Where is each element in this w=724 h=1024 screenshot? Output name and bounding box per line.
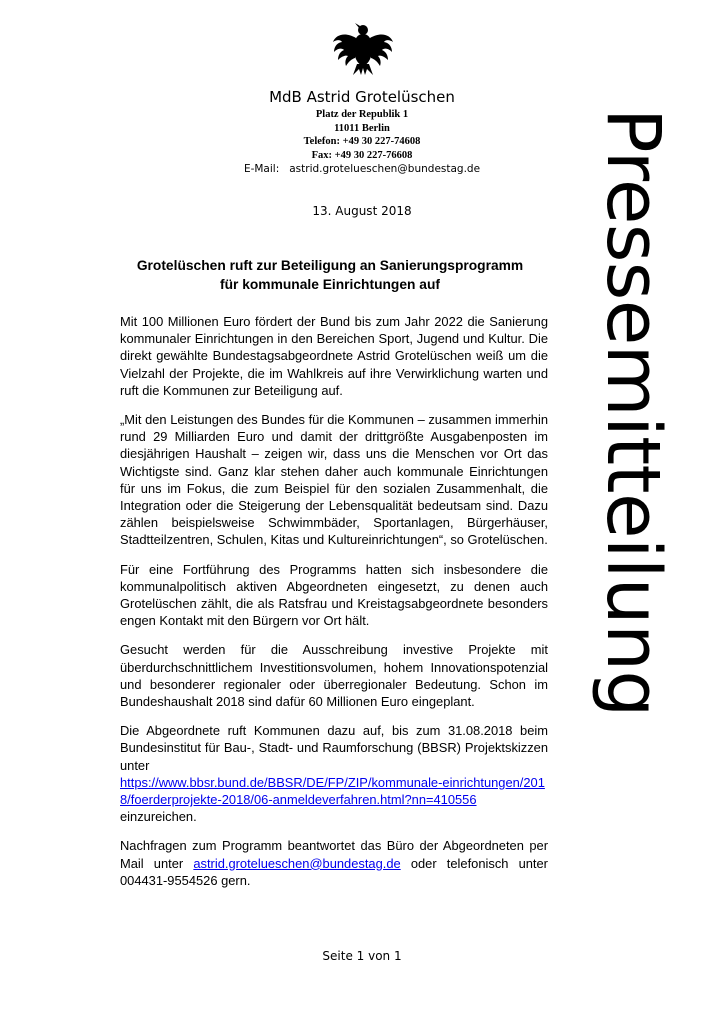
bbsr-link[interactable]: https://www.bbsr.bund.de/BBSR/DE/FP/ZIP/kommunale-einrichtungen/2018/foerderprojekte-2018/06-anmeldeverfahren.html?nn=410556 xyxy=(120,774,545,808)
sender-city: 11011 Berlin xyxy=(334,122,390,134)
press-release-headline xyxy=(110,256,550,294)
paragraph-6-text: Nachfragen zum Programm beantwortet das Büro der Abgeordneten per Mail unter xyxy=(120,838,548,871)
paragraph-5-text: Die Abgeordnete ruft Kommunen dazu auf, bis zum 31.08.2018 beim Bundesinstitut für Bau-, Stadt- und Raumforschung (BBSR) Projektskizzen unter xyxy=(120,723,548,773)
body-paragraph-4: Gesucht werden für die Ausschreibung investive Projekte mit überdurchschnittlichem Investitionsvolumen, hohem Innovationspotenzial und besonderer regionaler oder überregionaler Bedeutung. Schon im Bundeshaushalt 2018 sind dafür 60 Millionen Euro eingeplant. xyxy=(120,642,548,710)
sender-email-line xyxy=(180,162,544,176)
sender-fax: Fax: +49 30 227-76608 xyxy=(311,149,413,161)
body-paragraph-5 xyxy=(120,722,548,825)
paragraph-6-tail: oder telefonisch unter 004431-9554526 gern. xyxy=(120,855,548,888)
federal-eagle-logo xyxy=(332,20,394,76)
contact-email-link[interactable]: astrid.grotelueschen@bundestag.de xyxy=(193,855,401,871)
press-release-body xyxy=(120,313,548,901)
headline-line-2: für kommunale Einrichtungen auf xyxy=(219,277,440,292)
sender-name: MdB Astrid Grotelüschen xyxy=(269,88,455,106)
sender-street: Platz der Republik 1 xyxy=(315,109,409,120)
release-date: 13. August 2018 xyxy=(312,204,412,218)
sender-phone: Telefon: +49 30 227-74608 xyxy=(303,136,421,148)
sender-email-label: E-Mail: xyxy=(243,163,280,176)
paragraph-5-tail: einzureichen. xyxy=(120,809,197,825)
headline-line-1: Grotelüschen ruft zur Beteiligung an Sanierungsprogramm xyxy=(136,258,524,273)
sender-email: astrid.grotelueschen@bundestag.de xyxy=(289,163,481,176)
pressemitteilung-side-title: Pressemitteilung xyxy=(590,108,676,717)
body-paragraph-1: Mit 100 Millionen Euro fördert der Bund bis zum Jahr 2022 die Sanierung kommunaler Einrichtungen in den Bereichen Sport, Jugend und Kultur. Die direkt gewählte Bundestagsabgeordnete Astrid Grotelüschen weiß um die Vielzahl der Projekte, die im Wahlkreis auf ihre Verwirklichung warten und ruft die Kommunen zur Beteiligung auf. xyxy=(120,314,548,398)
body-paragraph-3: Für eine Fortführung des Programms hatten sich insbesondere die kommunalpolitisch aktiven Abgeordneten eingesetzt, zu denen auch Grotelüschen zählt, die als Ratsfrau und Kreistagsabgeordnete besonders engen Kontakt mit den Bürgern vor Ort hält. xyxy=(120,561,548,629)
page-number: Seite 1 von 1 xyxy=(322,949,402,963)
body-paragraph-2: „Mit den Leistungen des Bundes für die Kommunen – zusammen immerhin rund 29 Milliarden Euro und damit der drittgrößte Ausgabenposten im diesjährigen Haushalt – zeigen wir, dass uns die Menschen vor Ort das Wichtigste sind. Ganz klar stehen daher auch kommunale Einrichtungen für uns im Fokus, die zum Beispiel für den sozialen Zusammenhalt, die Integration oder die Steigerung der Lebensqualität bedeutsam sind. Dazu zählen beispielsweise Schwimmbäder, Sportanlagen, Bürgerhäuser, Stadtteilzentren, Schulen, Kitas und Kultureinrichtungen“, so Grotelüschen. xyxy=(120,412,548,548)
body-paragraph-6 xyxy=(120,837,548,889)
sender-address-block xyxy=(180,86,544,176)
